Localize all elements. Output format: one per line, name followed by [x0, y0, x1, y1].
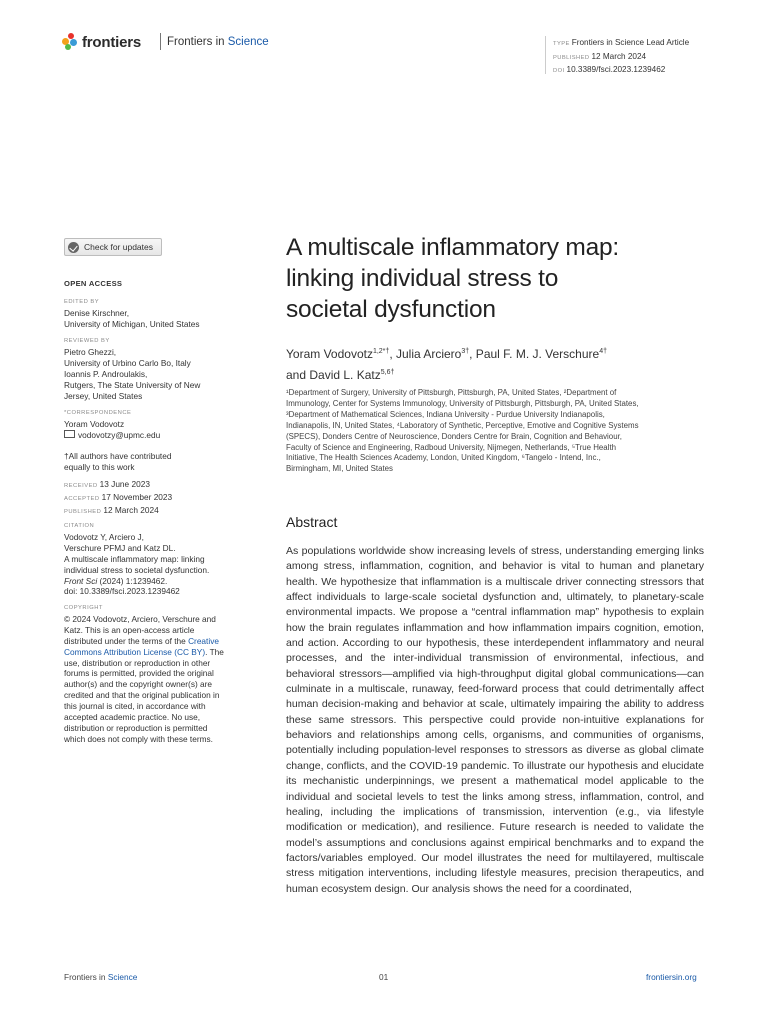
- footer-site-link[interactable]: frontiersin.org: [646, 972, 697, 982]
- check-icon: [68, 242, 79, 253]
- citation-doi[interactable]: doi: 10.3389/fsci.2023.1239462: [64, 586, 180, 597]
- header-divider: [160, 33, 161, 50]
- logo-text: frontiers: [82, 33, 142, 51]
- reviewed-by: REVIEWED BY Pietro Ghezzi, University of Urbino Carlo Bo, Italy Ioannis P. Androulakis, Rutgers, The State University of New Jersey, United States: [64, 338, 201, 401]
- article-title: A multiscale inflammatory map: linking individual stress to societal dysfunction: [286, 234, 620, 323]
- affiliations: ¹Department of Surgery, University of Pittsburgh, Pittsburgh, PA, United States, ²Department of Immunology, Center for Systems Immunology, University of Pittsburgh, Pittsburgh, PA, United States, ³Department of Mathematical Sciences, Indiana University - Purdue University Indianapolis, Indianapolis, IN, United States, ⁴Laboratory of Synthetic, Perceptive, Emotive and Cognitive Systems (SPECS), Donders Centre of Neuroscience, Donders Centre for Brain, Cognition and Behaviour, Faculty of Science and Engineering, Radboud University, Nijmegen, Netherlands, ⁵True Health Initiative, The Health Sciences Academy, London, United Kingdom, ⁶Tangelo - Intend, Inc., Birmingham, MI, United States: [286, 388, 639, 474]
- cc-license-link-2[interactable]: Commons Attribution License (CC BY): [64, 646, 206, 657]
- author-list: Yoram Vodovotz$^{1,2*\dagger}$, Julia Arciero$^{3\dagger}$, Paul F. M. J. Verschure$^{4\dagger}$ and David L. Katz$^{5,6\dagger}$: [286, 347, 607, 382]
- check-for-updates-button[interactable]: Check for updates: [64, 238, 162, 256]
- cc-license-link[interactable]: Creative: [188, 635, 219, 646]
- frontiers-logo[interactable]: [62, 32, 141, 52]
- copyright: COPYRIGHT © 2024 Vodovotz, Arciero, Verschure and Katz. This is an open-access article distributed under the terms of the Creative Commons Attribution License (CC BY). The use, distribution or reproduction in other forums is permitted, provided the original author(s) and the copyright owner(s) are credited and that the original publication in this journal is cited, in accordance with accepted academic practice. No use, distribution or reproduction is permitted which does not comply with these terms.: [64, 605, 224, 744]
- doi-link[interactable]: 10.3389/fsci.2023.1239462: [566, 65, 666, 74]
- journal-name[interactable]: Frontiers in Science: [167, 36, 269, 48]
- article-meta: TYPE Frontiers in Science Lead Article PUBLISHED 12 March 2024 DOI 10.3389/fsci.2023.1239462: [553, 38, 690, 74]
- edited-by: EDITED BY Denise Kirschner, University of Michigan, United States: [64, 299, 200, 329]
- open-access-label: OPEN ACCESS: [64, 279, 123, 288]
- footer-journal: Frontiers in Science: [64, 972, 138, 982]
- author-name[interactable]: Yoram Vodovotz: [286, 347, 373, 361]
- correspondence-email[interactable]: vodovotzy@upmc.edu: [78, 429, 161, 440]
- correspondence: *CORRESPONDENCE Yoram Vodovotz vodovotzy@upmc.edu: [64, 410, 161, 440]
- frontiers-logo-icon: [62, 33, 78, 51]
- article-type: Frontiers in Science Lead Article: [571, 38, 690, 47]
- abstract-text: As populations worldwide show increasing levels of stress, understanding emerging links among stress, inflammation, cognition, and behavior is vital to human and planetary health. We hypothesize that inflammation is a multiscale driver connecting stressors that affect individuals to large-scale societal dysfunction and, ultimately, to planetary-scale environmental impacts. We propose a “central inflammation map” hypothesis to explain how the brain regulates inflammation and how inflammation impairs cognition, emotion, and action. According to our hypothesis, these interdependent inflammatory and neural processes, and the inter-individual transmission of environmental, infectious, and behavioral stressors—amplified via high-throughput digital global communications—can culminate in a multiscale, runaway, feed-forward process that could detrimentally affect human decision-making and behavior at scale, ultimately impairing the ability to address these same stressors. This perspective could provide non-intuitive explanations for behaviors and relationships among cells, organisms, and communities of organisms, potentially including population-level responses to stressors as diverse as global climate change, conflicts, and the COVID-19 pandemic. To illustrate our hypothesis and elucidate its mechanistic underpinnings, we present a mathematical model applicable to the individual and societal levels to test the links among stress, inflammation, control, and healing, including the implications of transmission, intervention (e.g., via lifestyle modification or medication), and resilience. Future research is needed to validate the model’s assumptions and conclusions against empirical benchmarks and to expand the factors/variables employed. Our model illustrates the need for multilayered, multiscale stress mitigation interventions, including lifestyle measures, precision therapeutics, and human ecosystem design. Our analysis shows the need for a coordinated,: [286, 545, 704, 895]
- equal-contribution-note: †All authors have contributed equally to this work: [64, 451, 172, 472]
- citation: CITATION Vodovotz Y, Arciero J, Verschure PFMJ and Katz DL. A multiscale inflammatory map: linking individual stress to societal dysfunction. Front Sci (2024) 1:1239462. doi: 10.3389/fsci.2023.1239462: [64, 521, 244, 597]
- page-number: 01: [379, 972, 389, 982]
- dates: RECEIVED 13 June 2023 ACCEPTED 17 November 2023 PUBLISHED 12 March 2024: [64, 479, 173, 515]
- published-date: 12 March 2024: [591, 51, 647, 61]
- abstract-heading: Abstract: [286, 514, 338, 530]
- mail-icon: [64, 430, 75, 438]
- meta-divider: [545, 36, 546, 74]
